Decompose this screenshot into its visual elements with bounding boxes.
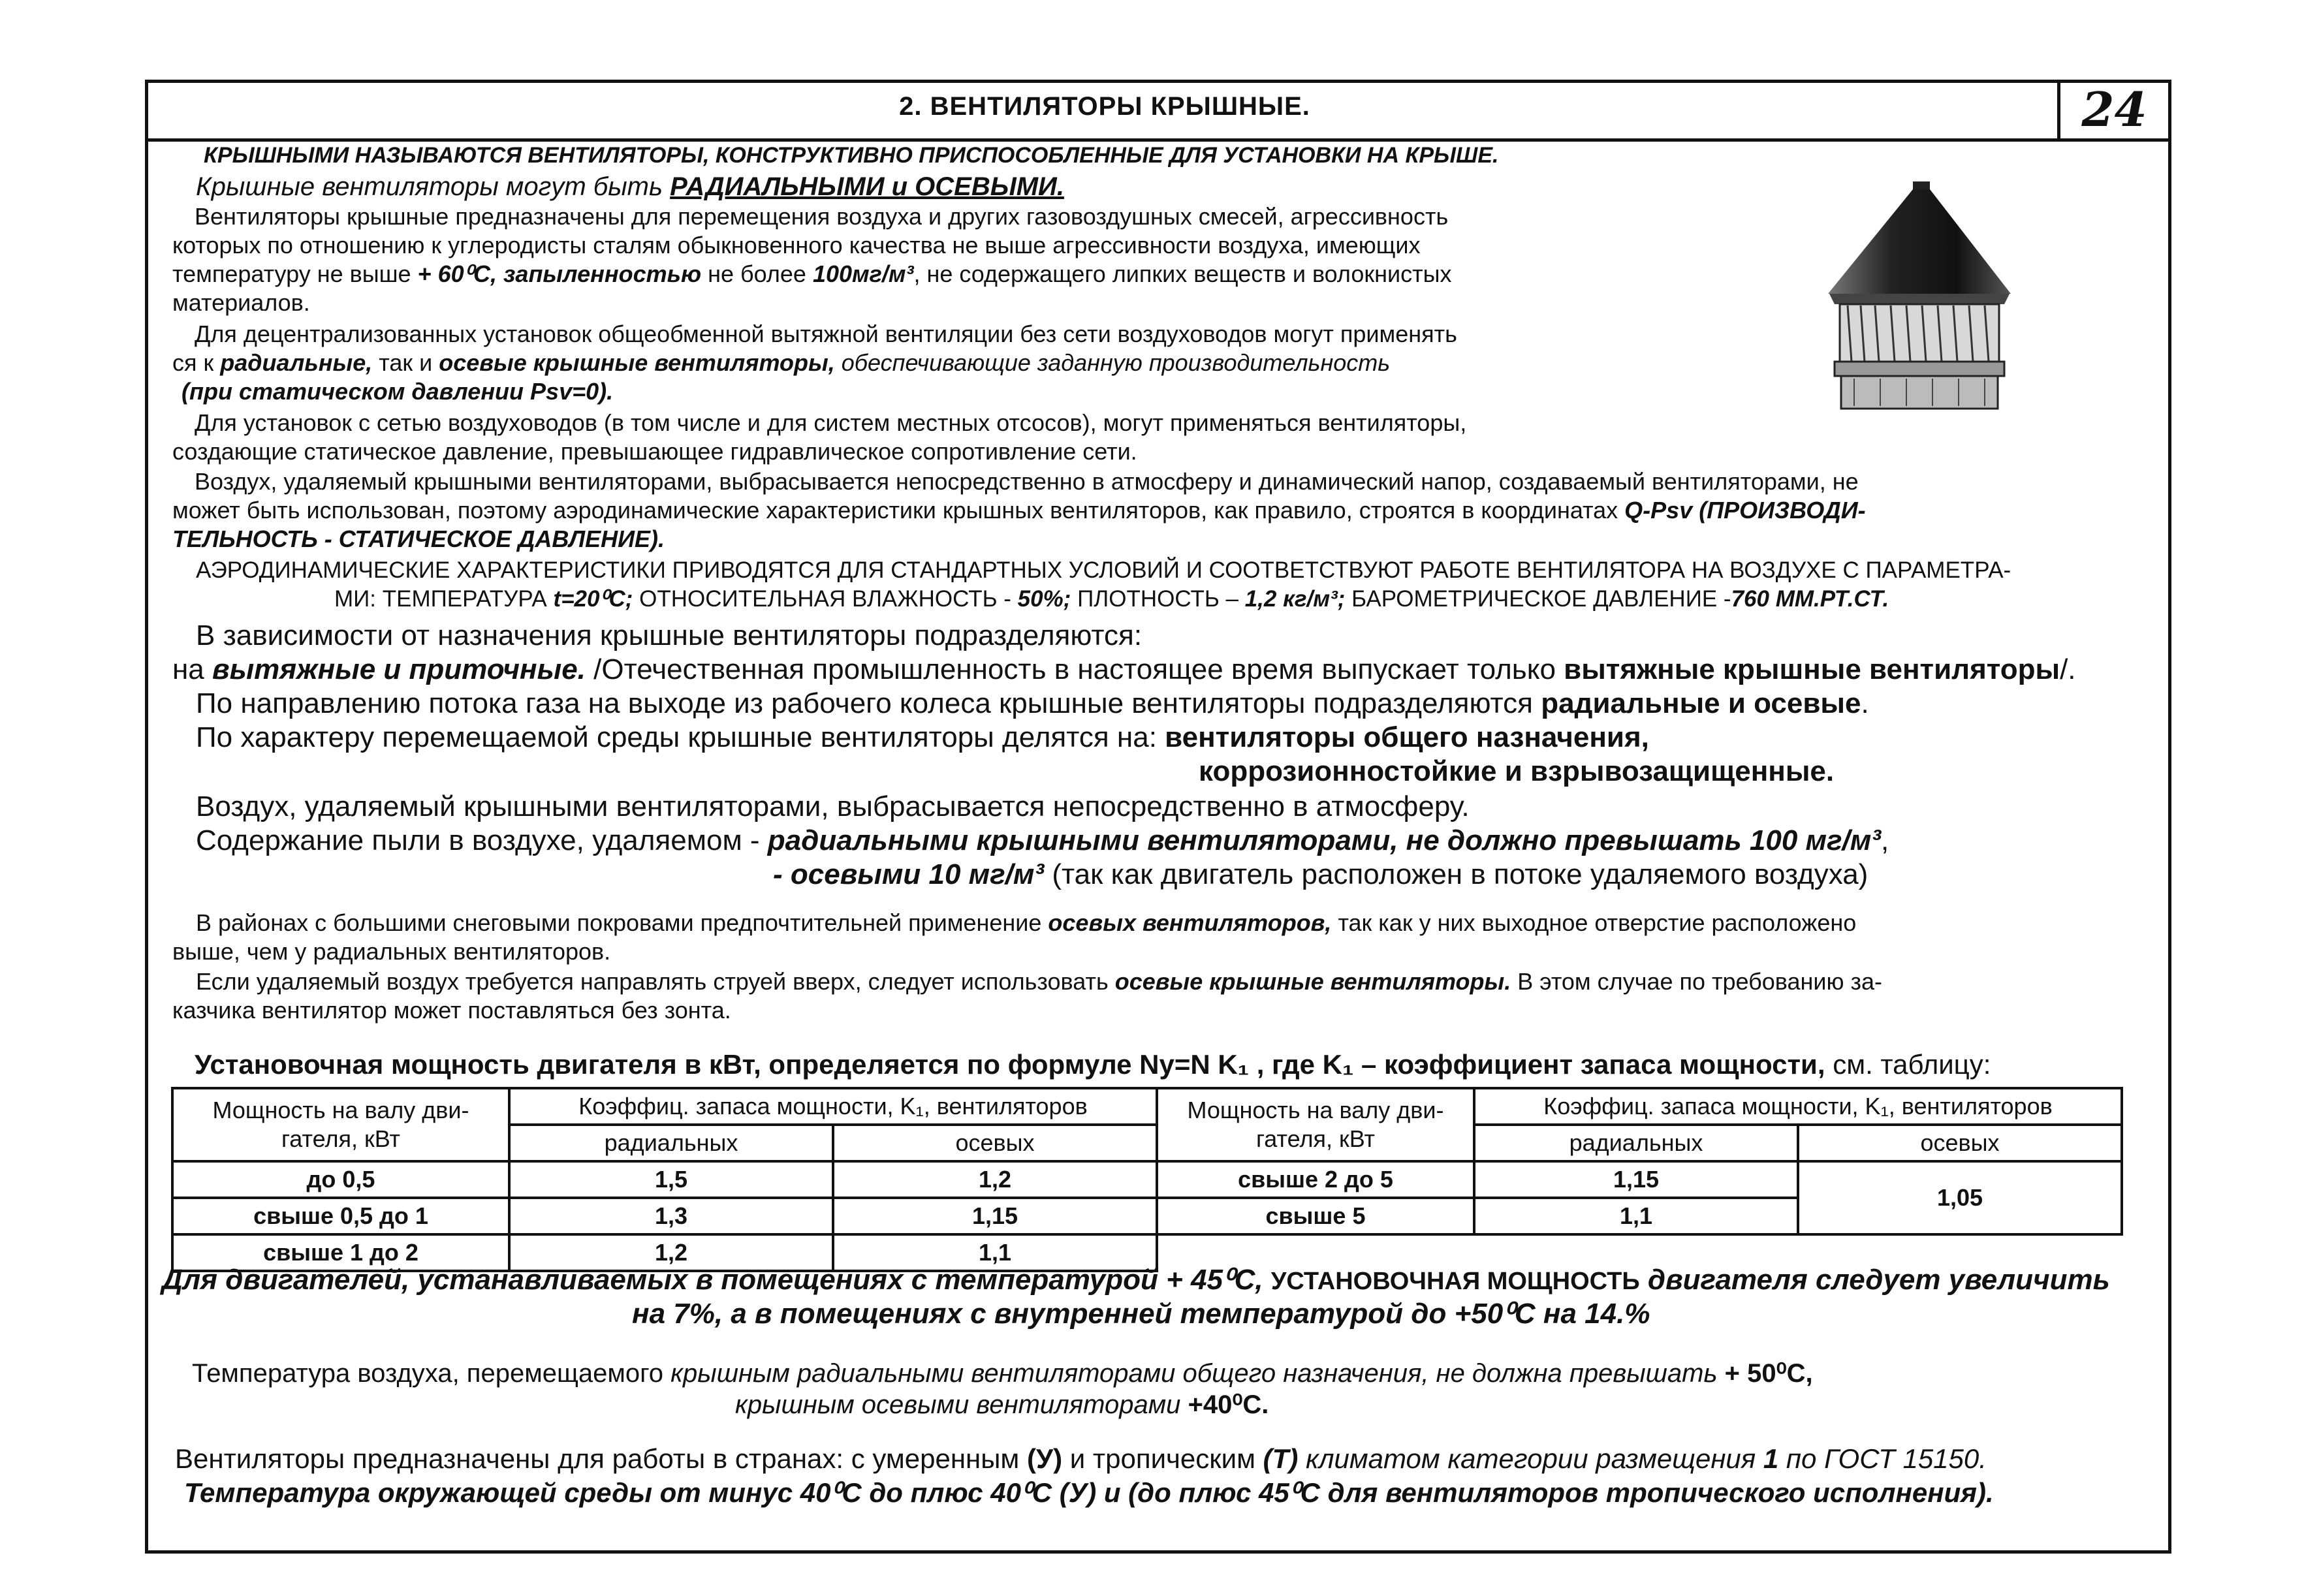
- header-coef-left: Коэффиц. запаса мощности, K₁, вентиляторов: [509, 1088, 1157, 1125]
- intro-types: Крышные вентиляторы могут быть РАДИАЛЬНЫМИ и ОСЕВЫМИ.: [196, 172, 1064, 201]
- dust-line-1: Содержание пыли в воздухе, удаляемом - радиальными крышными вентиляторами, не должно превышать 100 мг/м³,: [196, 824, 1889, 856]
- axial-cell: 1,2: [833, 1161, 1157, 1198]
- air-temp-line-2: крышным осевыми вентиляторами +40⁰С.: [735, 1390, 1269, 1419]
- climate-line-2: Температура окружающей среды от минус 40⁰С до плюс 40⁰С (У) и (до плюс 45⁰С для вентиляторов тропического исполнения).: [184, 1477, 1994, 1508]
- power-cell: свыше 5: [1157, 1198, 1474, 1234]
- header-axial-left: осевых: [833, 1125, 1157, 1161]
- header-coef-right: Коэффиц. запаса мощности, K₁, вентиляторов: [1474, 1088, 2122, 1125]
- snow-line-1: В районах с большими снеговыми покровами предпочтительней применение осевых вентиляторов, так как у них выходное отверстие расположено: [196, 909, 1857, 936]
- decentral-line-1: Для децентрализованных установок общеобменной вытяжной вентиляции без сети воздуховодов могут применять: [195, 321, 1457, 347]
- decentral-line-2: ся к радиальные, так и осевые крышные вентиляторы, обеспечивающие заданную производительность: [172, 349, 1391, 376]
- power-cell: до 0,5: [172, 1161, 509, 1198]
- rooftop-fan-image: [1815, 176, 2024, 418]
- air-temp-line-1: Температура воздуха, перемещаемого крышным радиальными вентиляторами общего назначения, не должна превышать + 50⁰С,: [192, 1359, 1813, 1388]
- radial-cell: 1,1: [1474, 1198, 1798, 1234]
- aero-line-2: МИ: ТЕМПЕРАТУРА t=20⁰С; ОТНОСИТЕЛЬНАЯ ВЛАЖНОСТЬ - 50%; ПЛОТНОСТЬ – 1,2 кг/м³; БАРОМЕТРИЧЕСКОЕ ДАВЛЕНИЕ -760 ММ.РТ.СТ.: [334, 586, 1889, 612]
- axial-merged-cell: 1,05: [1798, 1161, 2122, 1234]
- formula-line: Установочная мощность двигателя в кВт, определяется по формуле Nу=N K₁ , где K₁ – коэффициент запаса мощности, см. таблицу:: [195, 1049, 1991, 1080]
- network-line-2: создающие статическое давление, превышающее гидравлическое сопротивление сети.: [172, 438, 1137, 465]
- dust-line-2: - осевыми 10 мг/м³ (так как двигатель расположен в потоке удаляемого воздуха): [773, 858, 1868, 890]
- radial-cell: 1,5: [509, 1161, 833, 1198]
- classification-line-4: По характеру перемещаемой среды крышные вентиляторы делятся на: вентиляторы общего назначения,: [196, 721, 1649, 753]
- header-power-right: Мощность на валу дви-гателя, кВт: [1157, 1088, 1474, 1161]
- classification-line-3: По направлению потока газа на выходе из рабочего колеса крышные вентиляторы подразделяются радиальные и осевые.: [196, 687, 1869, 719]
- classification-line-1: В зависимости от назначения крышные вентиляторы подразделяются:: [196, 619, 1143, 651]
- dynamic-line-1: Воздух, удаляемый крышными вентиляторами, выбрасывается непосредственно в атмосферу и динамический напор, создаваемый вентиляторами, не: [195, 468, 1859, 495]
- purpose-line-4: материалов.: [172, 289, 310, 316]
- purpose-line-3: температуру не выше + 60⁰С, запыленностью не более 100мг/м³, не содержащего липких веществ и волокнистых: [172, 260, 1452, 287]
- classification-line-6: Воздух, удаляемый крышными вентиляторами, выбрасывается непосредственно в атмосферу.: [196, 790, 1470, 822]
- purpose-line-2: которых по отношению к углеродисты сталям обыкновенного качества не выше агрессивности воздуха, имеющих: [172, 232, 1421, 258]
- aero-line-1: АЭРОДИНАМИЧЕСКИЕ ХАРАКТЕРИСТИКИ ПРИВОДЯТСЯ ДЛЯ СТАНДАРТНЫХ УСЛОВИЙ И СООТВЕТСТВУЮТ РАБОТЕ ВЕНТИЛЯТОРА НА ВОЗДУХЕ С ПАРАМЕТРА-: [196, 557, 2011, 583]
- jet-line-1: Если удаляемый воздух требуется направлять струей вверх, следует использовать осевые крышные вентиляторы. В этом случае по требованию за-: [196, 968, 1883, 995]
- classification-line-5: коррозионностойкие и взрывозащищенные.: [1199, 755, 1835, 787]
- power-cell: свыше 1 до 2: [172, 1234, 509, 1271]
- network-line-1: Для установок с сетью воздуховодов (в том числе и для систем местных отсосов), могут применяться вентиляторы,: [195, 409, 1467, 436]
- jet-line-2: казчика вентилятор может поставляться без зонта.: [172, 997, 731, 1024]
- header-radial-left: радиальных: [509, 1125, 833, 1161]
- radial-cell: 1,15: [1474, 1161, 1798, 1198]
- axial-cell: 1,15: [833, 1198, 1157, 1234]
- page-title: 2. ВЕНТИЛЯТОРЫ КРЫШНЫЕ.: [899, 92, 1310, 121]
- page-number: 24: [2081, 82, 2147, 137]
- classification-line-2: на вытяжные и приточные. /Отечественная промышленность в настоящее время выпускает только вытяжные крышные вентиляторы/.: [172, 653, 2076, 685]
- dynamic-line-3: ТЕЛЬНОСТЬ - СТАТИЧЕСКОЕ ДАВЛЕНИЕ).: [172, 525, 665, 552]
- header-radial-right: радиальных: [1474, 1125, 1798, 1161]
- power-cell: свыше 0,5 до 1: [172, 1198, 509, 1234]
- radial-cell: 1,3: [509, 1198, 833, 1234]
- temperature-note-line-2: на 7%, а в помещениях с внутренней температурой до +50⁰С на 14.%: [632, 1298, 1650, 1330]
- power-cell: свыше 2 до 5: [1157, 1161, 1474, 1198]
- climate-line-1: Вентиляторы предназначены для работы в странах: с умеренным (У) и тропическим (Т) климатом категории размещения 1 по ГОСТ 15150.: [175, 1443, 1987, 1474]
- purpose-line-1: Вентиляторы крышные предназначены для перемещения воздуха и других газовоздушных смесей, агрессивность: [195, 203, 1449, 230]
- page-number-box: [2057, 83, 2168, 138]
- decentral-line-3: (при статическом давлении Psv=0).: [181, 378, 614, 405]
- header-axial-right: осевых: [1798, 1125, 2122, 1161]
- table-row: [172, 1161, 2122, 1198]
- snow-line-2: выше, чем у радиальных вентиляторов.: [172, 938, 611, 965]
- dynamic-line-2: может быть использован, поэтому аэродинамические характеристики крышных вентиляторов, как правило, строятся в координатах Q-Psv (ПРОИЗВОДИ-: [172, 497, 1866, 524]
- title-bar: [148, 83, 2168, 142]
- header-power-left: Мощность на валу дви-гателя, кВт: [172, 1088, 509, 1161]
- axial-cell: 1,1: [833, 1234, 1157, 1271]
- coefficient-table: [171, 1087, 2123, 1272]
- radial-cell: 1,2: [509, 1234, 833, 1271]
- intro-definition: КРЫШНЫМИ НАЗЫВАЮТСЯ ВЕНТИЛЯТОРЫ, КОНСТРУКТИВНО ПРИСПОСОБЛЕННЫЕ ДЛЯ УСТАНОВКИ НА КРЫШЕ.: [204, 143, 1499, 168]
- temperature-note-line-1: Для двигателей, устанавливаемых в помещениях с температурой + 45⁰С, УСТАНОВОЧНАЯ МОЩНОСТЬ двигателя следует увеличить: [162, 1264, 2110, 1296]
